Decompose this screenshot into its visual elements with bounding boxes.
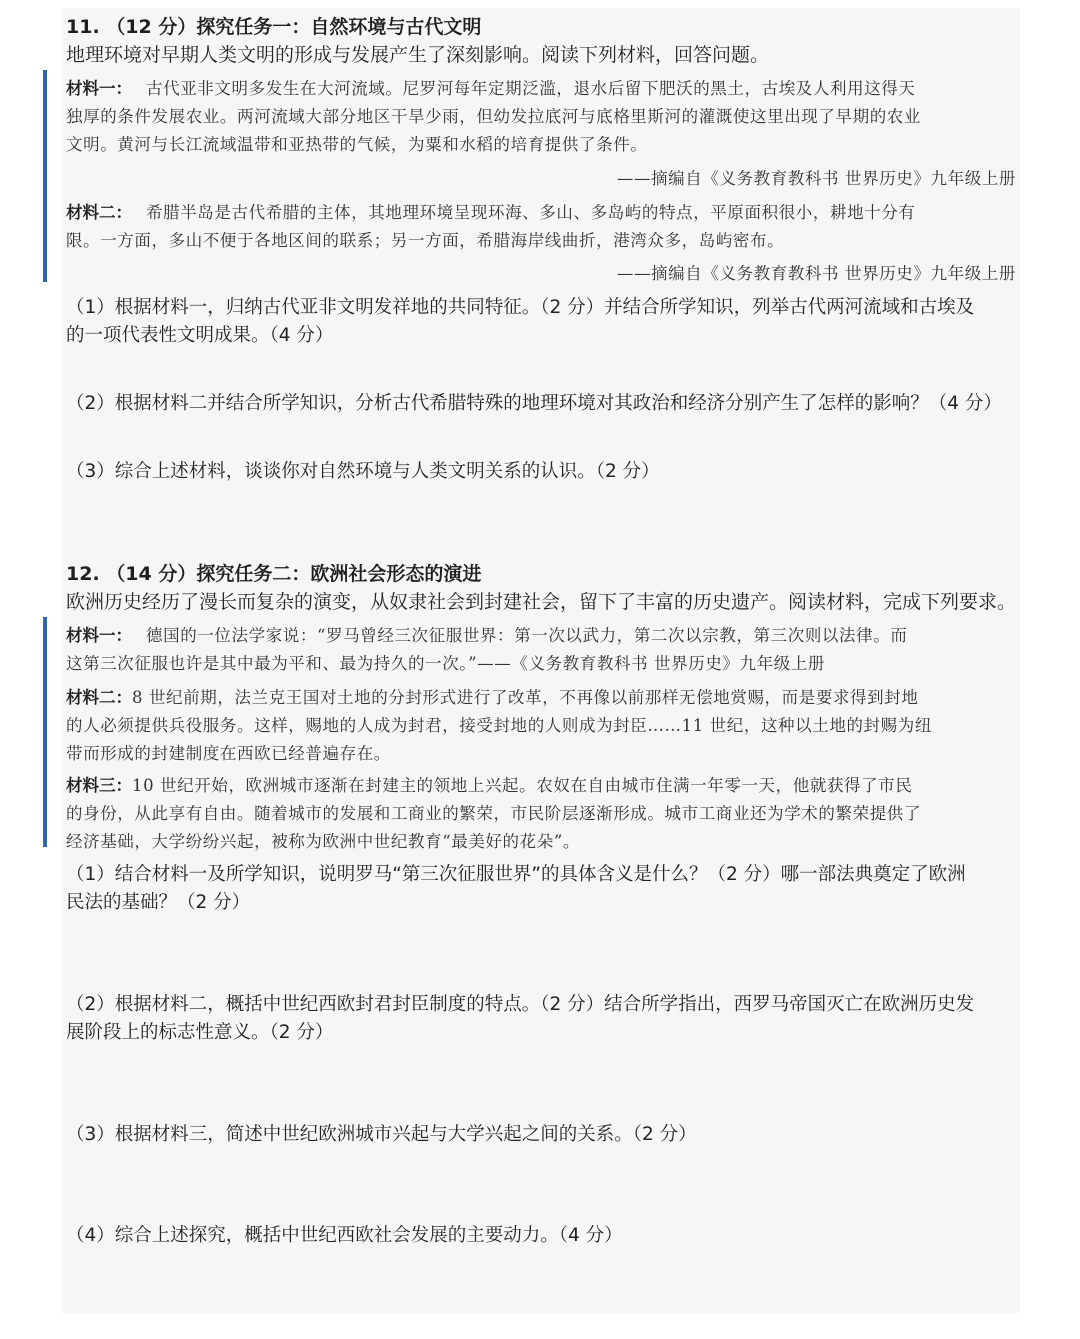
q12-sub-2-line-2: 展阶段上的标志性意义。（2 分）: [66, 1022, 334, 1043]
q11-material-1-line-2: 独厚的条件发展农业。两河流域大部分地区干旱少雨，但幼发拉底河与底格里斯河的灌溉使这里出现了早期的农业: [66, 107, 921, 126]
q12-material-2-line-2: 的人必须提供兵役服务。这样，赐地的人成为封君，接受封地的人则成为封臣……11 世纪，这种以土地的封赐为纽: [66, 716, 932, 735]
q12-material-1-line-2: 这第三次征服也许是其中最为平和、最为持久的一次。”——《义务教育教科书 世界历史》九年级上册: [66, 654, 826, 673]
q11-sub-3: （3）综合上述材料，谈谈你对自然环境与人类文明关系的认识。（2 分）: [66, 461, 660, 482]
q12-material-2-line-3: 带而形成的封建制度在西欧已经普遍存在。: [66, 744, 391, 763]
q12-title: 12. （14 分）探究任务二：欧洲社会形态的演进: [66, 563, 482, 585]
q12-material-3-label: 材料三：: [66, 776, 132, 795]
q11-material-2-line-2: 限。一方面，多山不便于各地区间的联系；另一方面，希腊海岸线曲折，港湾众多，岛屿密布。: [66, 231, 785, 250]
q11-material-bar: [43, 70, 47, 282]
q12-sub-3: （3）根据材料三，简述中世纪欧洲城市兴起与大学兴起之间的关系。（2 分）: [66, 1124, 697, 1145]
q12-sub-2-line-1: （2）根据材料二，概括中世纪西欧封君封臣制度的特点。（2 分）结合所学指出，西罗马帝国灭亡在欧洲历史发: [66, 994, 975, 1015]
q11-material-1-line-1: 材料一： 古代亚非文明多发生在大河流域。尼罗河每年定期泛滥，退水后留下肥沃的黑土，古埃及人利用这得天: [66, 79, 916, 98]
q11-material-2-source: ——摘编自《义务教育教科书 世界历史》九年级上册: [616, 264, 1016, 283]
q11-material-1-label: 材料一：: [66, 79, 132, 98]
q12-material-2-line-1: 材料二：8 世纪前期，法兰克王国对土地的分封形式进行了改革，不再像以前那样无偿地赏赐，而是要求得到封地: [66, 688, 919, 707]
q12-sub-1-line-2: 民法的基础？（2 分）: [66, 892, 251, 913]
q12-material-1-line-1: 材料一： 德国的一位法学家说：“罗马曾经三次征服世界：第一次以武力，第二次以宗教，第三次则以法律。而: [66, 626, 908, 645]
q11-material-1-line-3: 文明。黄河与长江流域温带和亚热带的气候，为粟和水稻的培育提供了条件。: [66, 135, 648, 154]
q12-material-3-line-3: 经济基础，大学纷纷兴起，被称为欧洲中世纪教育“最美好的花朵”。: [66, 832, 580, 851]
q11-sub-1-line-1: （1）根据材料一，归纳古代亚非文明发祥地的共同特征。（2 分）并结合所学知识，列举古代两河流域和古埃及: [66, 297, 975, 318]
q11-material-2-line-1: 材料二： 希腊半岛是古代希腊的主体，其地理环境呈现环海、多山、多岛屿的特点，平原面积很小，耕地十分有: [66, 203, 916, 222]
q12-material-3-line-2: 的身份，从此享有自由。随着城市的发展和工商业的繁荣，市民阶层逐渐形成。城市工商业还为学术的繁荣提供了: [66, 804, 921, 823]
q11-material-2-label: 材料二：: [66, 203, 132, 222]
q11-title: 11. （12 分）探究任务一：自然环境与古代文明: [66, 16, 482, 38]
q11-sub-2: （2）根据材料二并结合所学知识，分析古代希腊特殊的地理环境对其政治和经济分别产生了怎样的影响？（4 分）: [66, 393, 1002, 414]
q12-material-3-line-1: 材料三：10 世纪开始，欧洲城市逐渐在封建主的领地上兴起。农奴在自由城市住满一年零一天，他就获得了市民: [66, 776, 913, 795]
q11-sub-1-line-2: 的一项代表性文明成果。（4 分）: [66, 325, 334, 346]
q11-material-1-source: ——摘编自《义务教育教科书 世界历史》九年级上册: [616, 169, 1016, 188]
q12-sub-1-line-1: （1）结合材料一及所学知识，说明罗马“第三次征服世界”的具体含义是什么？（2 分）哪一部法典奠定了欧洲: [66, 864, 966, 885]
q12-intro: 欧洲历史经历了漫长而复杂的演变，从奴隶社会到封建社会，留下了丰富的历史遗产。阅读材料，完成下列要求。: [66, 591, 1017, 613]
q12-sub-4: （4）综合上述探究，概括中世纪西欧社会发展的主要动力。（4 分）: [66, 1225, 623, 1246]
q12-material-1-label: 材料一：: [66, 626, 132, 645]
q12-material-2-label: 材料二：: [66, 688, 132, 707]
q12-material-bar: [43, 617, 47, 847]
q11-intro: 地理环境对早期人类文明的形成与发展产生了深刻影响。阅读下列材料，回答问题。: [66, 44, 770, 66]
